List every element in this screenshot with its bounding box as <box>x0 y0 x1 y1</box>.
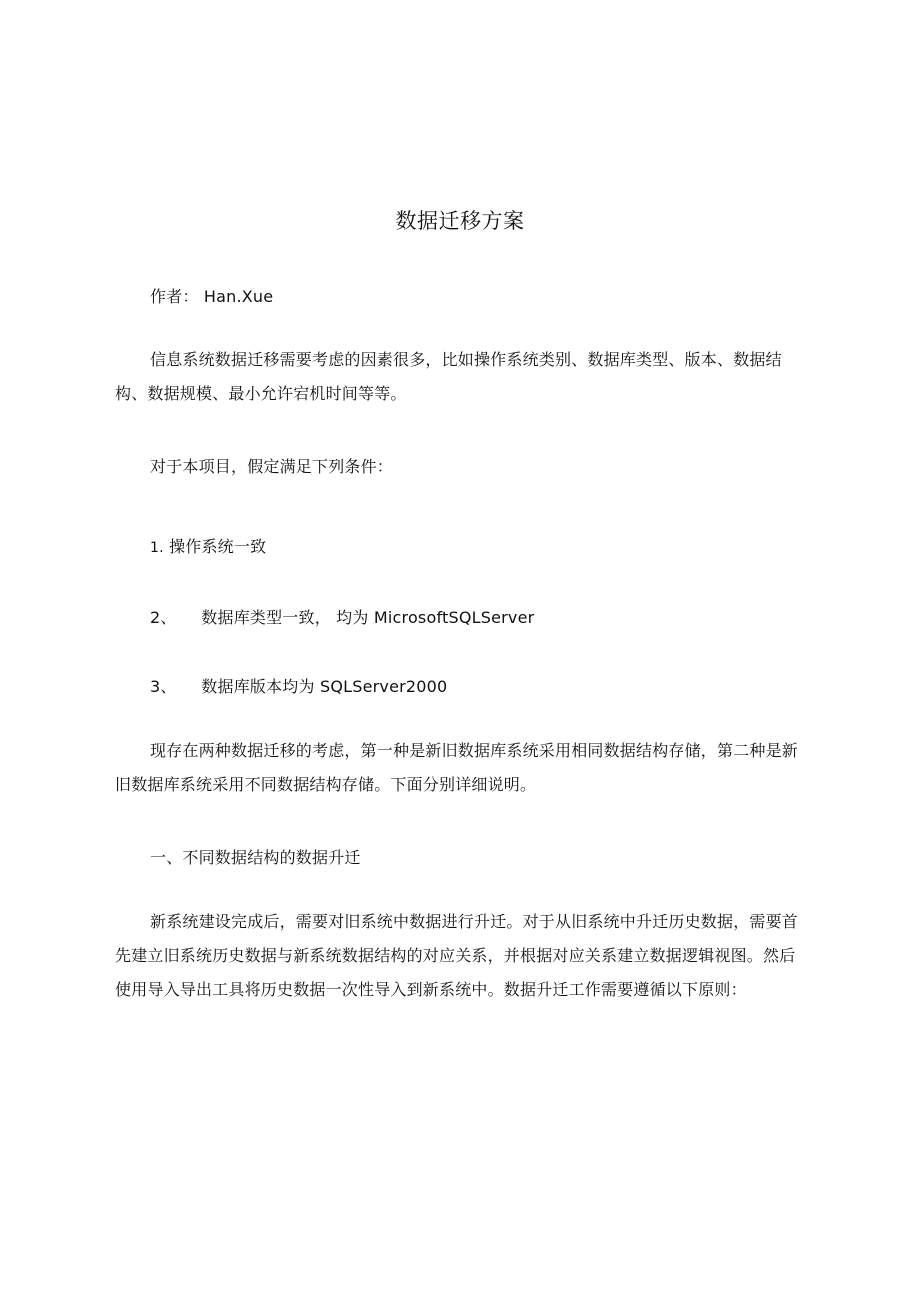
condition-number: 2、 <box>150 608 177 627</box>
condition-text: 数据库版本均为 SQLServer2000 <box>201 677 448 696</box>
condition-text: 数据库类型一致， 均为 MicrosoftSQLServer <box>201 608 535 627</box>
intro-paragraph: 信息系统数据迁移需要考虑的因素很多，比如操作系统类别、数据库类型、版本、数据结构、数据规模、最小允许宕机时间等等。 <box>115 350 782 403</box>
condition-text: 操作系统一致 <box>169 537 267 556</box>
condition-number: 1. <box>150 540 164 556</box>
section-heading: 一、不同数据结构的数据升迁 <box>150 848 361 867</box>
condition-item-1 <box>150 534 266 557</box>
condition-item-3 <box>150 674 447 697</box>
conditions-intro: 对于本项目，假定满足下列条件： <box>150 457 394 476</box>
author-line: 作者： Han.Xue <box>150 287 274 306</box>
condition-item-2 <box>150 605 534 628</box>
overview-paragraph: 现存在两种数据迁移的考虑，第一种是新旧数据库系统采用相同数据结构存储，第二种是新旧数据库系统采用不同数据结构存储。下面分别详细说明。 <box>115 741 799 794</box>
document-title: 数据迁移方案 <box>395 209 525 233</box>
section-paragraph: 新系统建设完成后，需要对旧系统中数据进行升迁。对于从旧系统中升迁历史数据，需要首先建立旧系统历史数据与新系统数据结构的对应关系，并根据对应关系建立数据逻辑视图。然后使用导入导出工具将历史数据一次性导入到新系统中。数据升迁工作需要遵循以下原则： <box>115 912 799 999</box>
condition-number: 3、 <box>150 677 177 696</box>
